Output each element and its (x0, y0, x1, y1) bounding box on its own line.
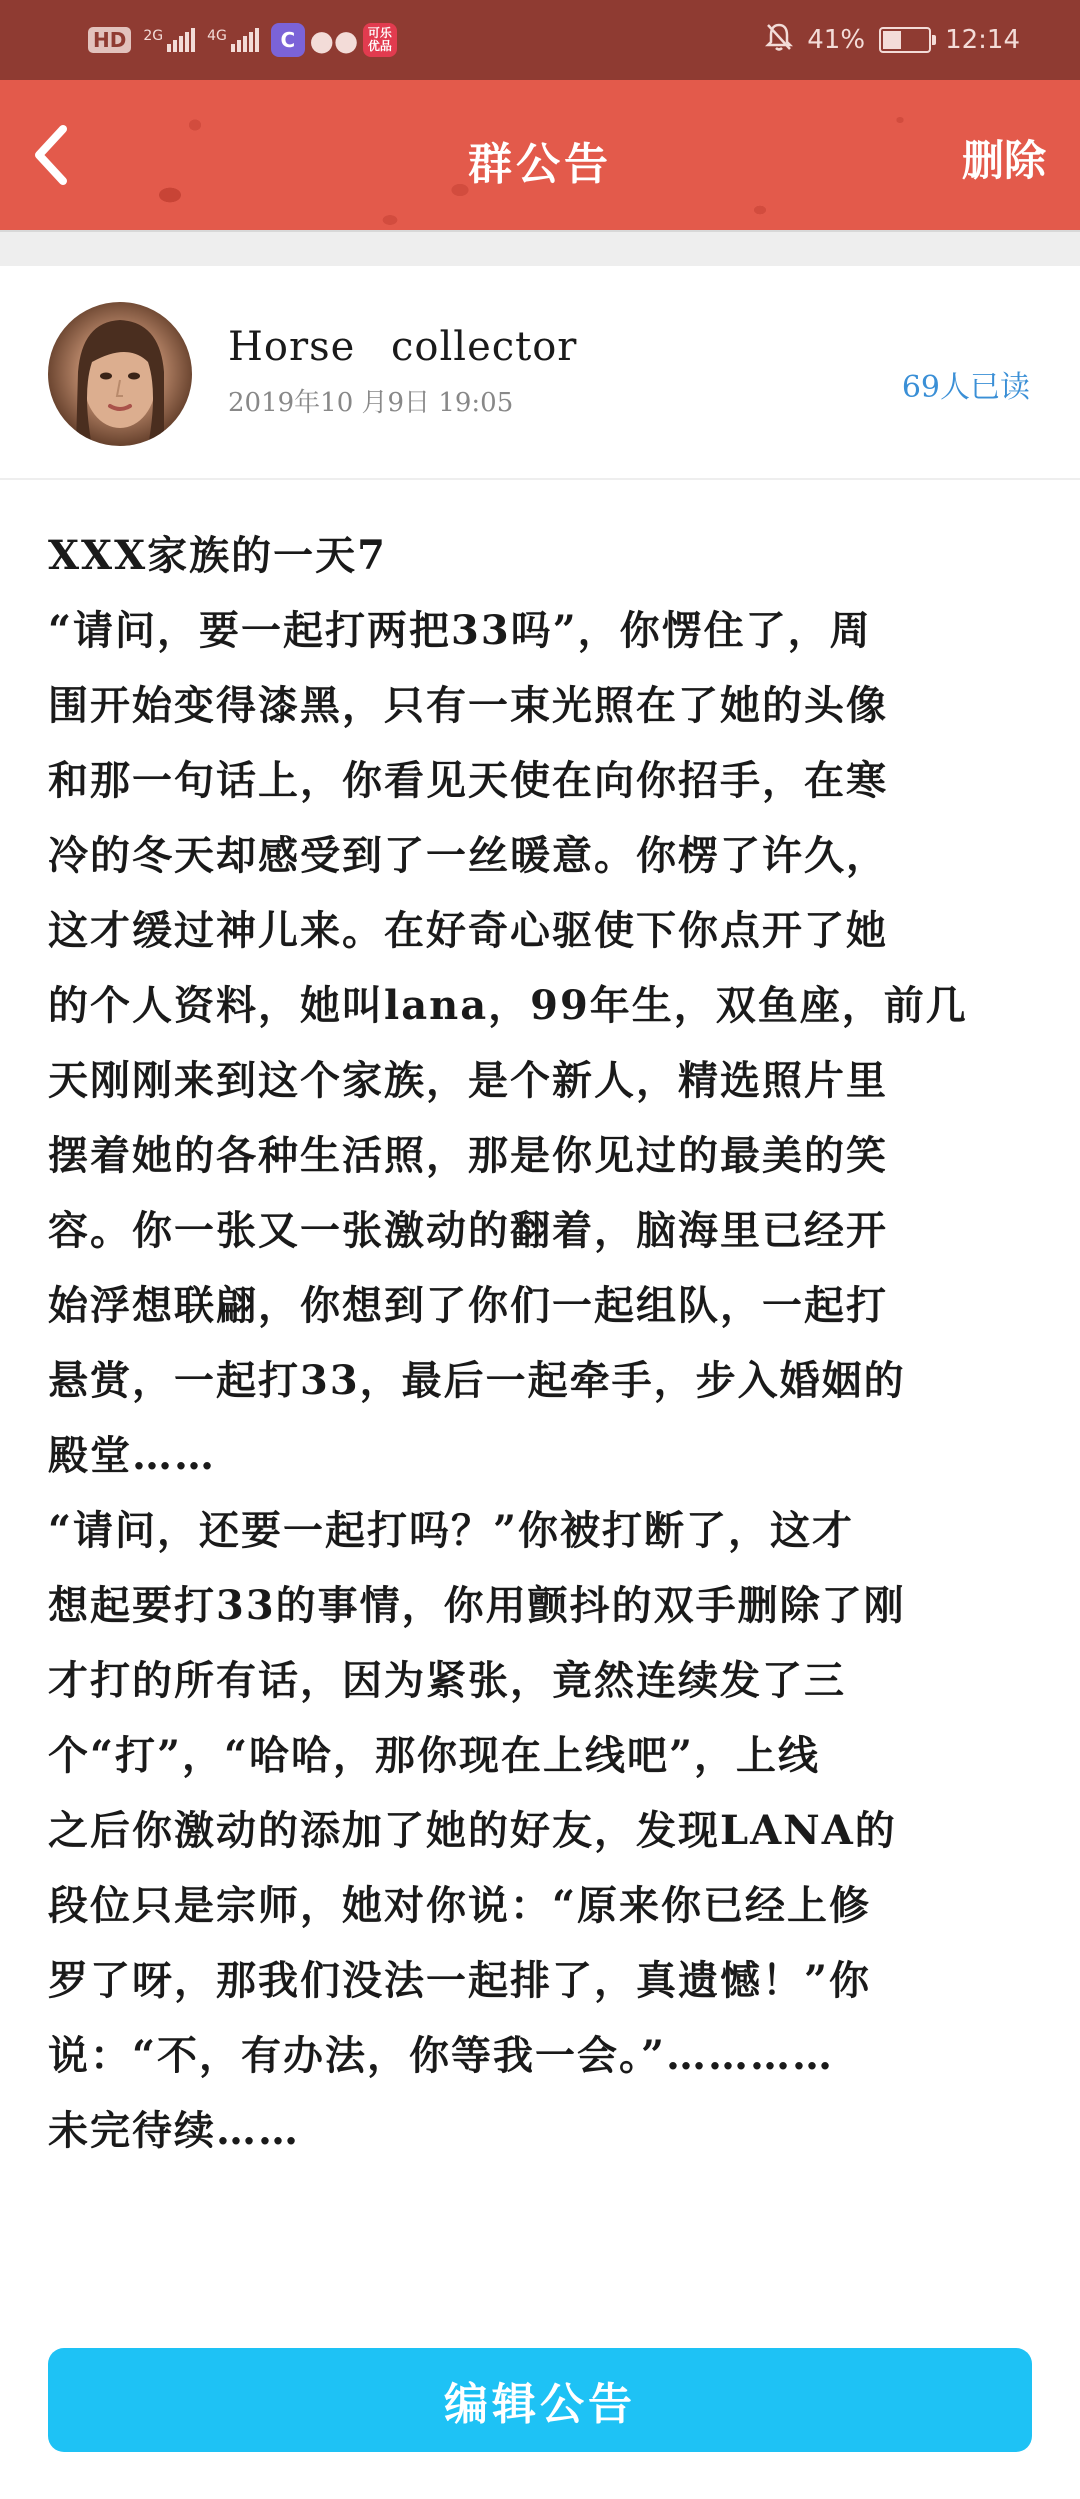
mute-bell-icon (765, 22, 793, 59)
status-right (765, 20, 1020, 60)
battery-fill (883, 31, 901, 49)
author-name[interactable]: Horse collector (228, 324, 578, 370)
announcement-line: 悬赏，一起打33，最后一起牵手，步入婚姻的 (48, 1357, 906, 1404)
signal-1-label: 2G (143, 28, 164, 44)
announcement-line: 这才缓过神儿来。在好奇心驱使下你点开了她 (48, 907, 888, 954)
announcement-line: 未完待续…… (48, 2107, 300, 2154)
signal-2-icon (207, 28, 259, 52)
avatar[interactable] (48, 302, 192, 446)
post-time: 2019年10 月9日 19:05 (228, 388, 514, 418)
announcement-line: “请问，要一起打两把33吗”，你愣住了，周 (48, 607, 872, 654)
announcement-line: “请问，还要一起打吗？”你被打断了，这才 (48, 1507, 855, 1554)
announcement-line: 和那一句话上，你看见天使在向你招手，在寒 (48, 757, 888, 804)
status-left (88, 20, 397, 60)
announcement-line: 才打的所有话，因为紧张，竟然连续发了三 (48, 1657, 846, 1704)
announcement-line: 想起要打33的事情，你用颤抖的双手删除了刚 (48, 1582, 906, 1629)
signal-1-icon (143, 28, 195, 52)
clock: 12:14 (945, 25, 1020, 55)
wechat-icon: ●● (309, 23, 359, 57)
announcement-line: 段位只是宗师，她对你说：“原来你已经上修 (48, 1882, 872, 1929)
announcement-line: 之后你激动的添加了她的好友，发现LANA的 (48, 1807, 897, 1854)
announcement-body (48, 518, 1038, 2168)
read-count-link[interactable]: 69人已读 (901, 370, 1030, 405)
announcement-title: XXX家族的一天7 (48, 532, 387, 579)
announcement-line: 说：“不，有办法，你等我一会。”………… (48, 2032, 835, 2079)
announcement-line: 殿堂…… (48, 1432, 216, 1479)
header-divider (0, 230, 1080, 266)
battery-percent: 41% (807, 25, 866, 55)
battery-icon (879, 27, 931, 53)
announcement-line: 冷的冬天却感受到了一丝暖意。你楞了许久， (48, 832, 888, 879)
app-c-icon: C (271, 23, 305, 57)
shopping-app-icon: 可乐优品 (363, 23, 397, 57)
signal-2-label: 4G (207, 28, 227, 44)
author-row (0, 266, 1080, 480)
hd-badge: HD (88, 27, 131, 53)
status-bar (0, 0, 1080, 80)
announcement-line: 个“打”，“哈哈，那你现在上线吧”，上线 (48, 1732, 821, 1779)
nav-header (0, 80, 1080, 230)
announcement-line: 罗了呀，那我们没法一起排了，真遗憾！”你 (48, 1957, 872, 2004)
delete-button[interactable]: 删除 (961, 136, 1046, 185)
announcement-line: 围开始变得漆黑，只有一束光照在了她的头像 (48, 682, 888, 729)
announcement-line: 摆着她的各种生活照，那是你见过的最美的笑 (48, 1132, 888, 1179)
page-title: 群公告 (468, 139, 612, 190)
announcement-line: 容。你一张又一张激动的翻着，脑海里已经开 (48, 1207, 888, 1254)
announcement-line: 天刚刚来到这个家族，是个新人，精选照片里 (48, 1057, 888, 1104)
announcement-line: 的个人资料，她叫lana，99年生，双鱼座，前几 (48, 982, 968, 1029)
edit-announcement-button[interactable]: 编辑公告 (48, 2348, 1032, 2452)
announcement-line: 始浮想联翩，你想到了你们一起组队，一起打 (48, 1282, 888, 1329)
chevron-left-icon[interactable] (26, 120, 76, 190)
